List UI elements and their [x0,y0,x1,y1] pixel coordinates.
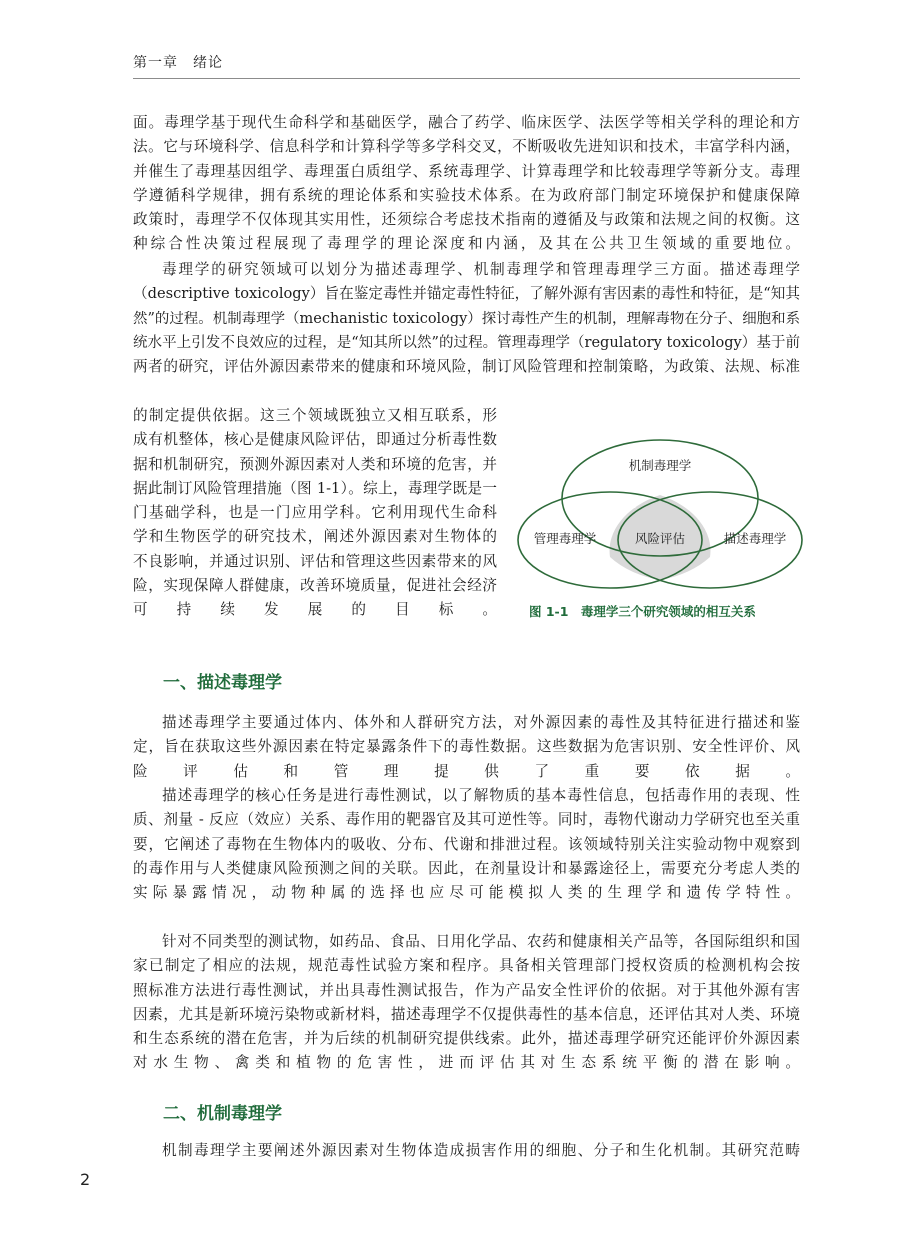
section-title-mechanistic: 二、机制毒理学 [163,1104,282,1124]
paragraph [133,1139,800,1163]
text-line: 法。它与环境科学、信息科学和计算科学等多学科交叉，不断吸收先进知识和技术，丰富学科内涵， [133,138,800,156]
intro-paragraph-1 [133,111,800,257]
text-line: 学和生物医学的研究技术，阐述外源因素对生物体的 [133,528,497,546]
text-line: 统水平上引发不良效应的过程，是“知其所以然”的过程。管理毒理学（regulatory toxicology）基于前 [133,333,800,351]
paragraph [133,404,497,623]
text-line: 质、剂量 - 反应（效应）关系、毒作用的靶器官及其可逆性等。同时，毒物代谢动力学研究也至关重 [133,811,800,829]
text-line: 门基础学科，也是一门应用学科。它利用现代生命科 [133,504,497,522]
text-line: 描述毒理学主要通过体内、体外和人群研究方法，对外源因素的毒性及其特征进行描述和鉴 [162,714,800,731]
figure-caption: 图 1-1 毒理学三个研究领域的相互关系 [529,604,756,619]
paragraph [133,784,800,905]
text-line: 可持续发展的目标。 [133,601,497,619]
text-line: 成有机整体，核心是健康风险评估，即通过分析毒性数 [133,431,497,449]
text-line: 据和机制研究，预测外源因素对人类和环境的危害，并 [133,455,497,473]
venn-diagram [510,430,810,595]
text-line: 种综合性决策过程展现了毒理学的理论深度和内涵，及其在公共卫生领域的重要地位。 [133,235,800,253]
intro-paragraph-2-wrap [133,404,497,623]
text-line: 的毒作用与人类健康风险预测之间的关联。因此，在剂量设计和暴露途径上，需要充分考虑人类的 [133,859,800,877]
text-line: 家已制定了相应的法规，规范毒性试验方案和程序。具备相关管理部门授权资质的检测机构会按 [133,957,800,975]
text-line: 面。毒理学基于现代生命科学和基础医学，融合了药学、临床医学、法医学等相关学科的理论和方 [133,114,800,131]
label-mechanistic: 机制毒理学 [628,458,692,473]
text-line: 针对不同类型的测试物，如药品、食品、日用化学品、农药和健康相关产品等，各国际组织和国 [162,933,800,950]
text-line: 险评估和管理提供了重要依据。 [133,762,800,780]
text-line: 然”的过程。机制毒理学（mechanistic toxicology）探讨毒性产生的机制，理解毒物在分子、细胞和系 [133,310,801,327]
section1-paragraph-3 [133,930,800,1076]
text-line: 不良影响，并通过识别、评估和管理这些因素带来的风 [133,552,497,570]
label-regulatory: 管理毒理学 [533,531,597,546]
text-line: 要，它阐述了毒物在生物体内的吸收、分布、代谢和排泄过程。该领域特别关注实验动物中观察到 [133,835,800,853]
paragraph [133,711,800,784]
section2-paragraph-1 [133,1139,800,1163]
text-line: 并催生了毒理基因组学、毒理蛋白质组学、系统毒理学、计算毒理学和比较毒理学等新分支。毒理 [133,162,800,180]
text-line: 因素，尤其是新环境污染物或新材料，描述毒理学不仅提供毒性的基本信息，还评估其对人类、环境 [133,1005,800,1023]
text-line: 政策时，毒理学不仅体现其实用性，还须综合考虑技术指南的遵循及与政策和法规之间的权衡。这 [133,211,800,229]
text-line: 和生态系统的潜在危害，并为后续的机制研究提供线索。此外，描述毒理学研究还能评价外源因素 [133,1030,800,1048]
label-risk-assessment: 风险评估 [634,531,686,546]
text-line: 的制定提供依据。这三个领域既独立又相互联系，形 [133,407,497,424]
label-descriptive: 描述毒理学 [723,531,787,546]
text-line: 机制毒理学主要阐述外源因素对生物体造成损害作用的细胞、分子和生化机制。其研究范畴 [162,1142,800,1159]
text-line: 实际暴露情况，动物种属的选择也应尽可能模拟人类的生理学和遗传学特性。 [133,884,800,902]
text-line: 两者的研究，评估外源因素带来的健康和环境风险，制订风险管理和控制策略，为政策、法规、标准 [133,358,800,376]
chapter-header: 第一章 绪论 [133,55,223,71]
text-line: 毒理学的研究领域可以划分为描述毒理学、机制毒理学和管理毒理学三方面。描述毒理学 [162,261,800,278]
text-line: 险，实现保障人群健康，改善环境质量，促进社会经济 [133,577,497,595]
text-line: 学遵循科学规律，拥有系统的理论体系和实验技术体系。在为政府部门制定环境保护和健康保障 [133,186,800,204]
page-number: 2 [80,1170,91,1189]
paragraph [133,930,800,1076]
section1-paragraph-1 [133,711,800,784]
text-line: 描述毒理学的核心任务是进行毒性测试，以了解物质的基本毒性信息，包括毒作用的表现、性 [162,787,800,804]
section1-paragraph-2 [133,784,800,905]
header-divider [133,78,800,79]
text-line: 据此制订风险管理措施（图 1-1）。综上，毒理学既是一 [133,479,497,497]
intro-paragraph-2 [133,258,800,379]
paragraph [133,111,800,257]
text-line: 照标准方法进行毒性测试，并出具毒性测试报告，作为产品安全性评价的依据。对于其他外源有害 [133,981,800,999]
text-line: （descriptive toxicology）旨在鉴定毒性并锚定毒性特征，了解外源有害因素的毒性和特征，是“知其 [133,285,800,303]
text-line: 对水生物、禽类和植物的危害性，进而评估其对生态系统平衡的潜在影响。 [133,1054,800,1072]
paragraph [133,258,800,379]
section-title-descriptive: 一、描述毒理学 [163,673,282,693]
text-line: 定，旨在获取这些外源因素在特定暴露条件下的毒性数据。这些数据为危害识别、安全性评价、风 [133,738,800,756]
